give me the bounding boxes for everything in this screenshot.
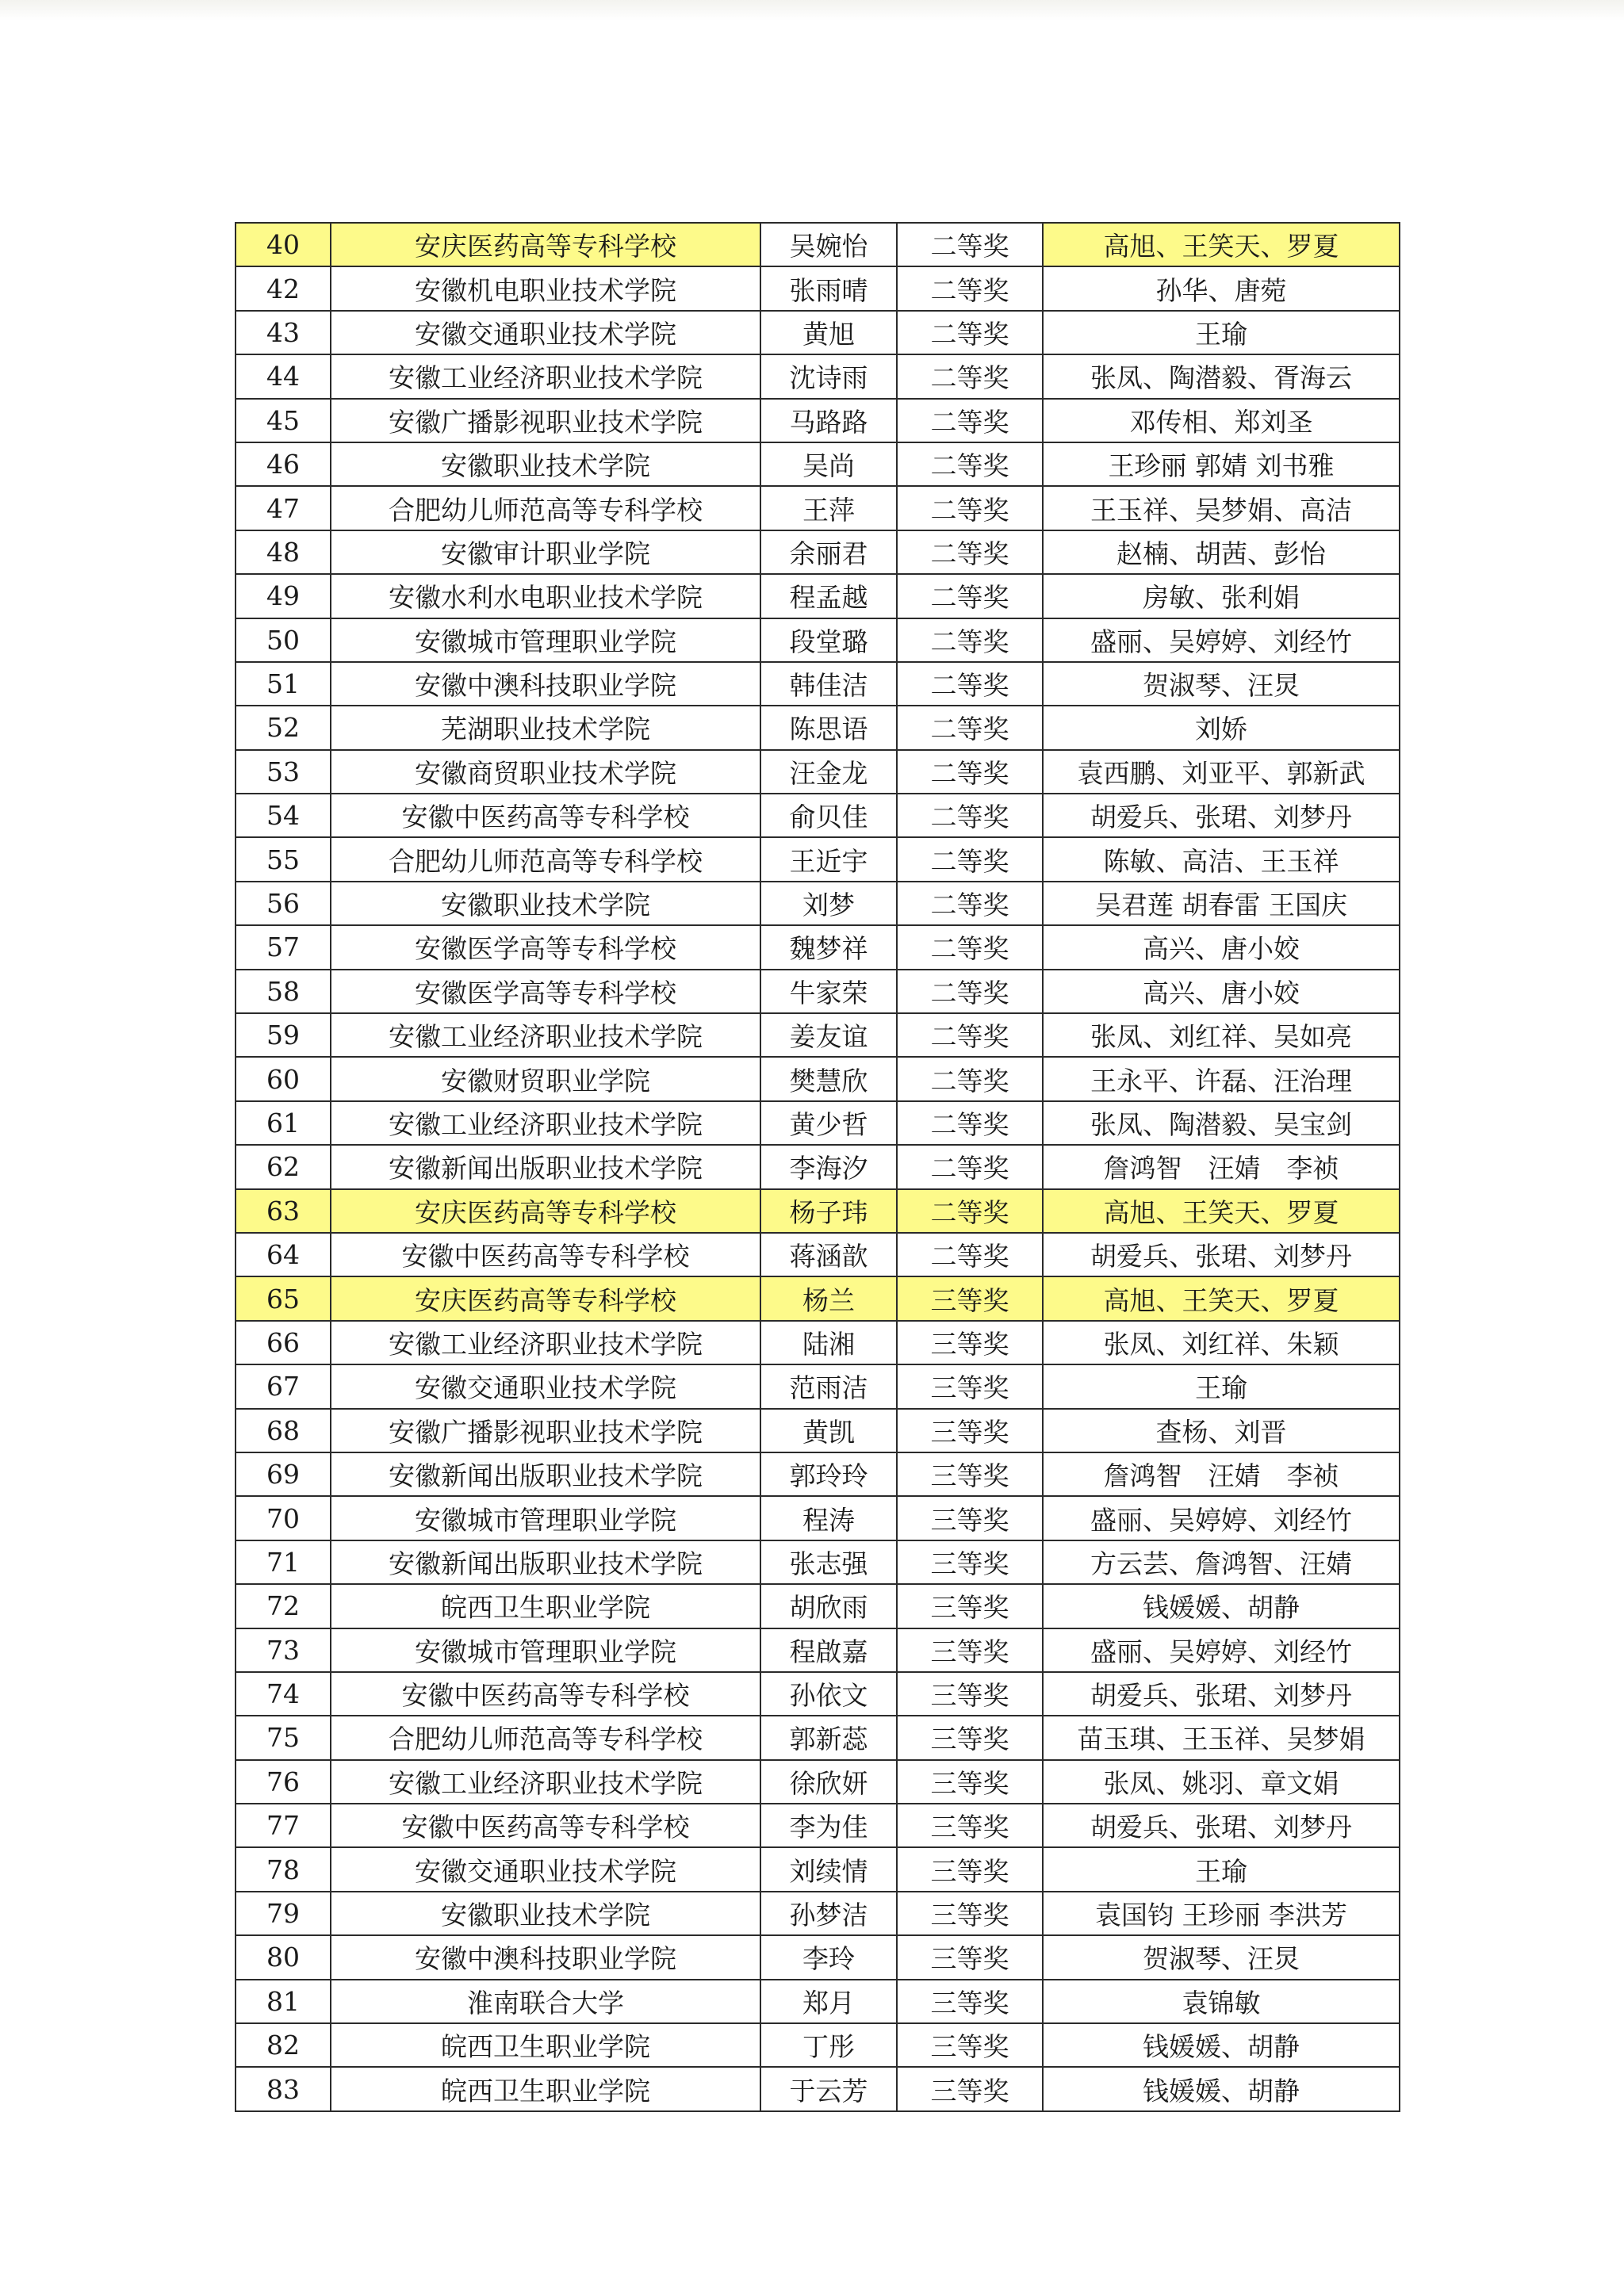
advisor-cell: 詹鸿智 汪婧 李祯	[1043, 1145, 1400, 1188]
table-row	[236, 1452, 1400, 1496]
advisor-cell: 王瑜	[1043, 1364, 1400, 1408]
student-name-cell: 李玲	[760, 1935, 897, 1979]
table-row	[236, 530, 1400, 574]
award-level-cell: 二等奖	[897, 750, 1043, 794]
table-row	[236, 1145, 1400, 1188]
student-name-cell: 韩佳洁	[760, 662, 897, 706]
award-level-cell: 三等奖	[897, 1452, 1043, 1496]
advisor-cell: 高兴、唐小姣	[1043, 970, 1400, 1013]
award-level-cell: 三等奖	[897, 1496, 1043, 1540]
table-row	[236, 1101, 1400, 1145]
table-row	[236, 1189, 1400, 1233]
school-cell: 安徽中医药高等专科学校	[331, 1804, 760, 1847]
student-name-cell: 黄凯	[760, 1409, 897, 1452]
advisor-cell: 盛丽、吴婷婷、刘经竹	[1043, 1628, 1400, 1672]
row-number-cell: 68	[236, 1409, 331, 1452]
advisor-cell: 贺淑琴、汪炅	[1043, 662, 1400, 706]
table-row	[236, 1276, 1400, 1320]
award-level-cell: 二等奖	[897, 486, 1043, 530]
awards-table-body	[236, 223, 1400, 2111]
school-cell: 安徽中澳科技职业学院	[331, 662, 760, 706]
award-level-cell: 三等奖	[897, 1760, 1043, 1804]
student-name-cell: 杨兰	[760, 1276, 897, 1320]
advisor-cell: 王珍丽 郭婧 刘书雅	[1043, 442, 1400, 486]
row-number-cell: 77	[236, 1804, 331, 1847]
advisor-cell: 方云芸、詹鸿智、汪婧	[1043, 1540, 1400, 1584]
student-name-cell: 陈思语	[760, 706, 897, 749]
student-name-cell: 魏梦祥	[760, 925, 897, 969]
student-name-cell: 李为佳	[760, 1804, 897, 1847]
row-number-cell: 74	[236, 1672, 331, 1716]
table-row	[236, 662, 1400, 706]
school-cell: 皖西卫生职业学院	[331, 2067, 760, 2110]
student-name-cell: 程涛	[760, 1496, 897, 1540]
table-row	[236, 837, 1400, 881]
award-level-cell: 二等奖	[897, 1013, 1043, 1057]
row-number-cell: 76	[236, 1760, 331, 1804]
award-level-cell: 二等奖	[897, 925, 1043, 969]
advisor-cell: 胡爱兵、张珺、刘梦丹	[1043, 1804, 1400, 1847]
school-cell: 安徽新闻出版职业技术学院	[331, 1540, 760, 1584]
student-name-cell: 郭新蕊	[760, 1716, 897, 1759]
row-number-cell: 80	[236, 1935, 331, 1979]
row-number-cell: 58	[236, 970, 331, 1013]
school-cell: 安徽广播影视职业技术学院	[331, 399, 760, 442]
award-level-cell: 二等奖	[897, 1145, 1043, 1188]
table-row	[236, 1496, 1400, 1540]
table-row	[236, 1935, 1400, 1979]
student-name-cell: 段堂璐	[760, 618, 897, 662]
row-number-cell: 62	[236, 1145, 331, 1188]
school-cell: 安徽医学高等专科学校	[331, 925, 760, 969]
row-number-cell: 48	[236, 530, 331, 574]
advisor-cell: 刘娇	[1043, 706, 1400, 749]
table-row	[236, 442, 1400, 486]
award-level-cell: 二等奖	[897, 1233, 1043, 1276]
advisor-cell: 陈敏、高洁、王玉祥	[1043, 837, 1400, 881]
student-name-cell: 吴尚	[760, 442, 897, 486]
student-name-cell: 张雨晴	[760, 266, 897, 310]
school-cell: 安徽职业技术学院	[331, 882, 760, 925]
award-level-cell: 二等奖	[897, 399, 1043, 442]
row-number-cell: 70	[236, 1496, 331, 1540]
award-level-cell: 三等奖	[897, 2067, 1043, 2110]
student-name-cell: 汪金龙	[760, 750, 897, 794]
table-row	[236, 925, 1400, 969]
award-level-cell: 二等奖	[897, 574, 1043, 618]
advisor-cell: 张凤、陶潜毅、胥海云	[1043, 354, 1400, 398]
row-number-cell: 65	[236, 1276, 331, 1320]
row-number-cell: 53	[236, 750, 331, 794]
table-row	[236, 1980, 1400, 2023]
student-name-cell: 孙依文	[760, 1672, 897, 1716]
student-name-cell: 俞贝佳	[760, 794, 897, 837]
student-name-cell: 李海汐	[760, 1145, 897, 1188]
table-row	[236, 1584, 1400, 1628]
school-cell: 安徽职业技术学院	[331, 442, 760, 486]
row-number-cell: 40	[236, 223, 331, 266]
award-level-cell: 三等奖	[897, 2023, 1043, 2067]
table-row	[236, 794, 1400, 837]
row-number-cell: 78	[236, 1847, 331, 1891]
student-name-cell: 王萍	[760, 486, 897, 530]
table-row	[236, 1892, 1400, 1935]
advisor-cell: 袁西鹏、刘亚平、郭新武	[1043, 750, 1400, 794]
table-row	[236, 1672, 1400, 1716]
award-level-cell: 二等奖	[897, 662, 1043, 706]
school-cell: 安徽交通职业技术学院	[331, 311, 760, 354]
school-cell: 安庆医药高等专科学校	[331, 1276, 760, 1320]
advisor-cell: 詹鸿智 汪婧 李祯	[1043, 1452, 1400, 1496]
row-number-cell: 46	[236, 442, 331, 486]
row-number-cell: 54	[236, 794, 331, 837]
award-level-cell: 二等奖	[897, 442, 1043, 486]
student-name-cell: 蒋涵歆	[760, 1233, 897, 1276]
school-cell: 安庆医药高等专科学校	[331, 1189, 760, 1233]
award-level-cell: 二等奖	[897, 970, 1043, 1013]
advisor-cell: 张凤、姚羽、章文娟	[1043, 1760, 1400, 1804]
scan-top-edge	[0, 0, 1624, 21]
advisor-cell: 高旭、王笑天、罗夏	[1043, 1276, 1400, 1320]
row-number-cell: 83	[236, 2067, 331, 2110]
school-cell: 安徽财贸职业学院	[331, 1057, 760, 1100]
table-row	[236, 2023, 1400, 2067]
student-name-cell: 范雨洁	[760, 1364, 897, 1408]
student-name-cell: 王近宇	[760, 837, 897, 881]
student-name-cell: 郭玲玲	[760, 1452, 897, 1496]
row-number-cell: 60	[236, 1057, 331, 1100]
award-level-cell: 二等奖	[897, 266, 1043, 310]
advisor-cell: 盛丽、吴婷婷、刘经竹	[1043, 1496, 1400, 1540]
student-name-cell: 孙梦洁	[760, 1892, 897, 1935]
row-number-cell: 82	[236, 2023, 331, 2067]
advisor-cell: 胡爱兵、张珺、刘梦丹	[1043, 794, 1400, 837]
advisor-cell: 钱媛媛、胡静	[1043, 2023, 1400, 2067]
award-level-cell: 二等奖	[897, 1189, 1043, 1233]
school-cell: 安徽工业经济职业技术学院	[331, 1321, 760, 1364]
advisor-cell: 王永平、许磊、汪治理	[1043, 1057, 1400, 1100]
student-name-cell: 于云芳	[760, 2067, 897, 2110]
row-number-cell: 49	[236, 574, 331, 618]
advisor-cell: 钱媛媛、胡静	[1043, 1584, 1400, 1628]
award-level-cell: 三等奖	[897, 1672, 1043, 1716]
student-name-cell: 丁彤	[760, 2023, 897, 2067]
table-row	[236, 618, 1400, 662]
table-row	[236, 1321, 1400, 1364]
award-level-cell: 三等奖	[897, 1935, 1043, 1979]
award-level-cell: 三等奖	[897, 1276, 1043, 1320]
school-cell: 安徽广播影视职业技术学院	[331, 1409, 760, 1452]
student-name-cell: 程啟嘉	[760, 1628, 897, 1672]
school-cell: 皖西卫生职业学院	[331, 2023, 760, 2067]
row-number-cell: 71	[236, 1540, 331, 1584]
award-level-cell: 二等奖	[897, 706, 1043, 749]
table-row	[236, 1233, 1400, 1276]
school-cell: 安徽工业经济职业技术学院	[331, 354, 760, 398]
school-cell: 安庆医药高等专科学校	[331, 223, 760, 266]
award-level-cell: 二等奖	[897, 530, 1043, 574]
school-cell: 安徽中医药高等专科学校	[331, 1672, 760, 1716]
table-row	[236, 311, 1400, 354]
student-name-cell: 刘梦	[760, 882, 897, 925]
table-row	[236, 223, 1400, 266]
advisor-cell: 胡爱兵、张珺、刘梦丹	[1043, 1233, 1400, 1276]
row-number-cell: 69	[236, 1452, 331, 1496]
school-cell: 安徽中医药高等专科学校	[331, 1233, 760, 1276]
school-cell: 安徽机电职业技术学院	[331, 266, 760, 310]
table-row	[236, 1804, 1400, 1847]
row-number-cell: 47	[236, 486, 331, 530]
award-level-cell: 三等奖	[897, 1364, 1043, 1408]
row-number-cell: 55	[236, 837, 331, 881]
advisor-cell: 高兴、唐小姣	[1043, 925, 1400, 969]
school-cell: 安徽水利水电职业技术学院	[331, 574, 760, 618]
school-cell: 安徽工业经济职业技术学院	[331, 1013, 760, 1057]
school-cell: 安徽城市管理职业学院	[331, 1628, 760, 1672]
advisor-cell: 房敏、张利娟	[1043, 574, 1400, 618]
table-row	[236, 970, 1400, 1013]
school-cell: 安徽职业技术学院	[331, 1892, 760, 1935]
award-level-cell: 二等奖	[897, 794, 1043, 837]
table-row	[236, 1760, 1400, 1804]
table-row	[236, 2067, 1400, 2110]
advisor-cell: 高旭、王笑天、罗夏	[1043, 1189, 1400, 1233]
school-cell: 安徽中澳科技职业学院	[331, 1935, 760, 1979]
row-number-cell: 42	[236, 266, 331, 310]
row-number-cell: 64	[236, 1233, 331, 1276]
table-row	[236, 354, 1400, 398]
award-level-cell: 三等奖	[897, 1409, 1043, 1452]
student-name-cell: 黄旭	[760, 311, 897, 354]
school-cell: 皖西卫生职业学院	[331, 1584, 760, 1628]
table-row	[236, 1409, 1400, 1452]
student-name-cell: 杨子玮	[760, 1189, 897, 1233]
row-number-cell: 81	[236, 1980, 331, 2023]
award-level-cell: 三等奖	[897, 1628, 1043, 1672]
school-cell: 安徽新闻出版职业技术学院	[331, 1145, 760, 1188]
school-cell: 合肥幼儿师范高等专科学校	[331, 837, 760, 881]
school-cell: 安徽审计职业学院	[331, 530, 760, 574]
advisor-cell: 王玉祥、吴梦娟、高洁	[1043, 486, 1400, 530]
school-cell: 安徽医学高等专科学校	[331, 970, 760, 1013]
table-row	[236, 750, 1400, 794]
table-row	[236, 1364, 1400, 1408]
school-cell: 安徽商贸职业技术学院	[331, 750, 760, 794]
table-row	[236, 399, 1400, 442]
award-level-cell: 三等奖	[897, 1584, 1043, 1628]
award-level-cell: 三等奖	[897, 1321, 1043, 1364]
award-level-cell: 二等奖	[897, 1057, 1043, 1100]
advisor-cell: 盛丽、吴婷婷、刘经竹	[1043, 618, 1400, 662]
row-number-cell: 43	[236, 311, 331, 354]
school-cell: 安徽交通职业技术学院	[331, 1847, 760, 1891]
award-level-cell: 三等奖	[897, 1716, 1043, 1759]
school-cell: 芜湖职业技术学院	[331, 706, 760, 749]
award-level-cell: 三等奖	[897, 1804, 1043, 1847]
award-level-cell: 三等奖	[897, 1540, 1043, 1584]
row-number-cell: 79	[236, 1892, 331, 1935]
table-row	[236, 1013, 1400, 1057]
row-number-cell: 59	[236, 1013, 331, 1057]
row-number-cell: 72	[236, 1584, 331, 1628]
award-level-cell: 二等奖	[897, 311, 1043, 354]
row-number-cell: 67	[236, 1364, 331, 1408]
advisor-cell: 钱媛媛、胡静	[1043, 2067, 1400, 2110]
student-name-cell: 马路路	[760, 399, 897, 442]
awards-table	[235, 222, 1400, 2112]
advisor-cell: 袁锦敏	[1043, 1980, 1400, 2023]
award-level-cell: 二等奖	[897, 882, 1043, 925]
advisor-cell: 查杨、刘晋	[1043, 1409, 1400, 1452]
table-row	[236, 574, 1400, 618]
row-number-cell: 51	[236, 662, 331, 706]
school-cell: 合肥幼儿师范高等专科学校	[331, 486, 760, 530]
advisor-cell: 苗玉琪、王玉祥、吴梦娟	[1043, 1716, 1400, 1759]
student-name-cell: 沈诗雨	[760, 354, 897, 398]
award-level-cell: 三等奖	[897, 1892, 1043, 1935]
table-row	[236, 1847, 1400, 1891]
advisor-cell: 王瑜	[1043, 311, 1400, 354]
school-cell: 安徽工业经济职业技术学院	[331, 1760, 760, 1804]
award-level-cell: 二等奖	[897, 618, 1043, 662]
advisor-cell: 邓传相、郑刘圣	[1043, 399, 1400, 442]
row-number-cell: 73	[236, 1628, 331, 1672]
student-name-cell: 程孟越	[760, 574, 897, 618]
advisor-cell: 孙华、唐菀	[1043, 266, 1400, 310]
table-row	[236, 266, 1400, 310]
student-name-cell: 郑月	[760, 1980, 897, 2023]
row-number-cell: 52	[236, 706, 331, 749]
advisor-cell: 王瑜	[1043, 1847, 1400, 1891]
student-name-cell: 张志强	[760, 1540, 897, 1584]
student-name-cell: 胡欣雨	[760, 1584, 897, 1628]
student-name-cell: 余丽君	[760, 530, 897, 574]
table-row	[236, 1628, 1400, 1672]
advisor-cell: 贺淑琴、汪炅	[1043, 1935, 1400, 1979]
school-cell: 淮南联合大学	[331, 1980, 760, 2023]
table-row	[236, 706, 1400, 749]
table-row	[236, 882, 1400, 925]
student-name-cell: 刘续情	[760, 1847, 897, 1891]
row-number-cell: 50	[236, 618, 331, 662]
row-number-cell: 56	[236, 882, 331, 925]
advisor-cell: 张凤、刘红祥、吴如亮	[1043, 1013, 1400, 1057]
student-name-cell: 姜友谊	[760, 1013, 897, 1057]
student-name-cell: 黄少哲	[760, 1101, 897, 1145]
school-cell: 安徽中医药高等专科学校	[331, 794, 760, 837]
advisor-cell: 吴君莲 胡春雷 王国庆	[1043, 882, 1400, 925]
table-row	[236, 1540, 1400, 1584]
table-row	[236, 486, 1400, 530]
school-cell: 安徽新闻出版职业技术学院	[331, 1452, 760, 1496]
table-row	[236, 1057, 1400, 1100]
school-cell: 合肥幼儿师范高等专科学校	[331, 1716, 760, 1759]
award-level-cell: 二等奖	[897, 223, 1043, 266]
student-name-cell: 樊慧欣	[760, 1057, 897, 1100]
row-number-cell: 75	[236, 1716, 331, 1759]
row-number-cell: 45	[236, 399, 331, 442]
advisor-cell: 张凤、刘红祥、朱颖	[1043, 1321, 1400, 1364]
row-number-cell: 44	[236, 354, 331, 398]
school-cell: 安徽城市管理职业学院	[331, 618, 760, 662]
advisor-cell: 张凤、陶潜毅、吴宝剑	[1043, 1101, 1400, 1145]
row-number-cell: 61	[236, 1101, 331, 1145]
award-level-cell: 三等奖	[897, 1847, 1043, 1891]
advisor-cell: 袁国钧 王珍丽 李洪芳	[1043, 1892, 1400, 1935]
school-cell: 安徽交通职业技术学院	[331, 1364, 760, 1408]
row-number-cell: 63	[236, 1189, 331, 1233]
award-level-cell: 三等奖	[897, 1980, 1043, 2023]
advisor-cell: 赵楠、胡茜、彭怡	[1043, 530, 1400, 574]
advisor-cell: 高旭、王笑天、罗夏	[1043, 223, 1400, 266]
student-name-cell: 陆湘	[760, 1321, 897, 1364]
student-name-cell: 徐欣妍	[760, 1760, 897, 1804]
row-number-cell: 66	[236, 1321, 331, 1364]
award-level-cell: 二等奖	[897, 354, 1043, 398]
school-cell: 安徽城市管理职业学院	[331, 1496, 760, 1540]
award-level-cell: 二等奖	[897, 837, 1043, 881]
award-level-cell: 二等奖	[897, 1101, 1043, 1145]
advisor-cell: 胡爱兵、张珺、刘梦丹	[1043, 1672, 1400, 1716]
row-number-cell: 57	[236, 925, 331, 969]
student-name-cell: 吴婉怡	[760, 223, 897, 266]
table-row	[236, 1716, 1400, 1759]
school-cell: 安徽工业经济职业技术学院	[331, 1101, 760, 1145]
student-name-cell: 牛家荣	[760, 970, 897, 1013]
